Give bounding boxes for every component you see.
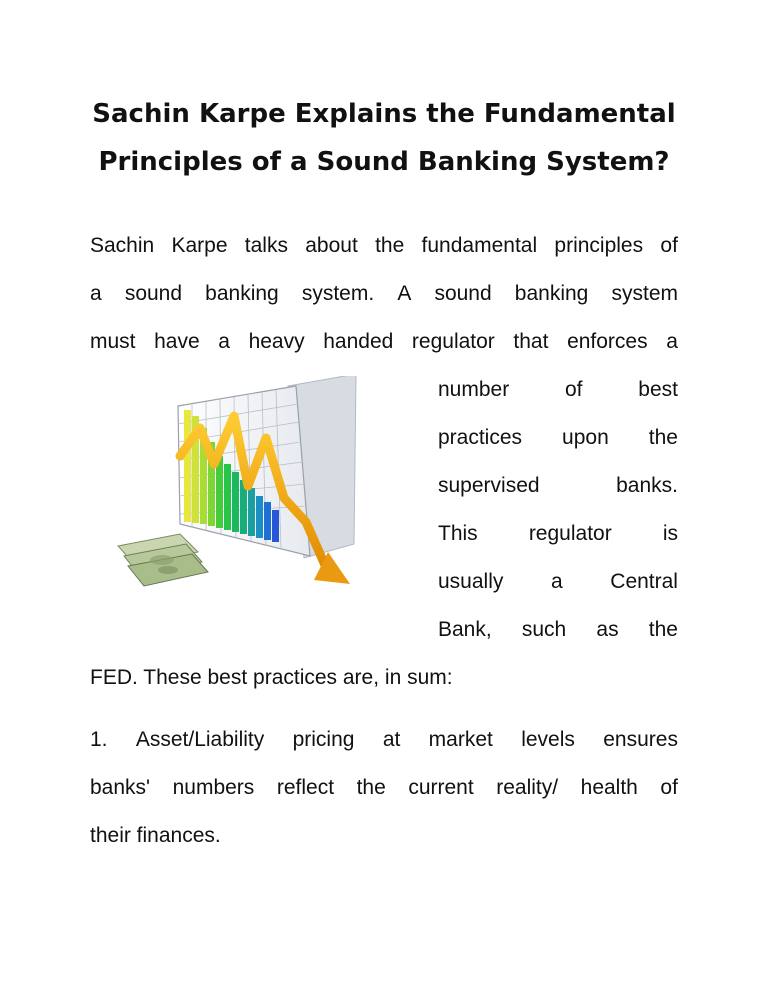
word: Karpe <box>171 234 228 257</box>
word: of <box>564 378 583 401</box>
word: pricing <box>292 728 355 751</box>
word: a <box>218 330 230 353</box>
wrapped-text-column <box>438 366 678 654</box>
word: regulator <box>528 522 612 545</box>
word: numbers <box>172 776 255 799</box>
word: the <box>648 618 678 641</box>
word: banks' <box>90 776 151 799</box>
word: the <box>375 234 405 257</box>
word: 1. <box>90 728 108 751</box>
word: regulator <box>411 330 495 353</box>
after-wrap-text <box>90 654 678 702</box>
word: system. <box>301 282 375 305</box>
word: of <box>660 234 678 257</box>
word: a <box>90 282 102 305</box>
word: sound <box>124 282 183 305</box>
word: a <box>666 330 678 353</box>
word: Central <box>610 570 678 593</box>
word: as <box>596 618 619 641</box>
text-line <box>438 510 678 558</box>
page-title <box>70 90 698 186</box>
title-line-2: Principles of a Sound Banking System? <box>98 147 670 177</box>
declining-chart-illustration <box>88 376 424 626</box>
word: banks. <box>616 474 678 497</box>
word: banking <box>205 282 279 305</box>
word: their finances. <box>90 824 221 847</box>
word: a <box>550 570 563 593</box>
word: about <box>305 234 358 257</box>
text-line <box>438 558 678 606</box>
word: A <box>397 282 412 305</box>
word: best <box>638 378 678 401</box>
text-line <box>90 318 678 366</box>
word: heavy <box>248 330 305 353</box>
chart-money-image <box>88 376 424 626</box>
word: must <box>90 330 136 353</box>
word: health <box>580 776 638 799</box>
word: Bank, <box>438 618 492 641</box>
text-line <box>90 270 678 318</box>
word: This <box>438 522 478 545</box>
word: at <box>382 728 401 751</box>
word: the <box>356 776 386 799</box>
word: number <box>438 378 510 401</box>
text-line <box>90 764 678 812</box>
text-line <box>90 812 678 860</box>
word: market <box>428 728 493 751</box>
word: reality/ <box>496 776 559 799</box>
word: sound <box>434 282 492 305</box>
word: talks <box>244 234 288 257</box>
word: the <box>648 426 678 449</box>
word: have <box>154 330 200 353</box>
word: practices <box>438 426 523 449</box>
text-line <box>438 462 678 510</box>
word: supervised <box>438 474 540 497</box>
after-wrap-line: FED. These best practices are, in sum: <box>90 666 453 689</box>
text-line <box>438 606 678 654</box>
list-item-1 <box>90 716 678 860</box>
word: Asset/Liability <box>135 728 265 751</box>
word: current <box>408 776 474 799</box>
word: such <box>521 618 567 641</box>
word: enforces <box>567 330 648 353</box>
word: levels <box>521 728 575 751</box>
word: ensures <box>603 728 678 751</box>
word: fundamental <box>421 234 538 257</box>
text-line <box>438 366 678 414</box>
text-line <box>438 414 678 462</box>
word: reflect <box>276 776 335 799</box>
text-line <box>90 222 678 270</box>
word: upon <box>562 426 609 449</box>
word: banking <box>514 282 589 305</box>
word: usually <box>438 570 504 593</box>
word: system <box>611 282 678 305</box>
word: is <box>662 522 678 545</box>
word: that <box>513 330 549 353</box>
text-line <box>90 716 678 764</box>
word: handed <box>323 330 394 353</box>
word: of <box>660 776 678 799</box>
word: principles <box>554 234 644 257</box>
intro-paragraph <box>90 222 678 366</box>
title-line-1: Sachin Karpe Explains the Fundamental <box>92 99 676 129</box>
word: Sachin <box>90 234 155 257</box>
